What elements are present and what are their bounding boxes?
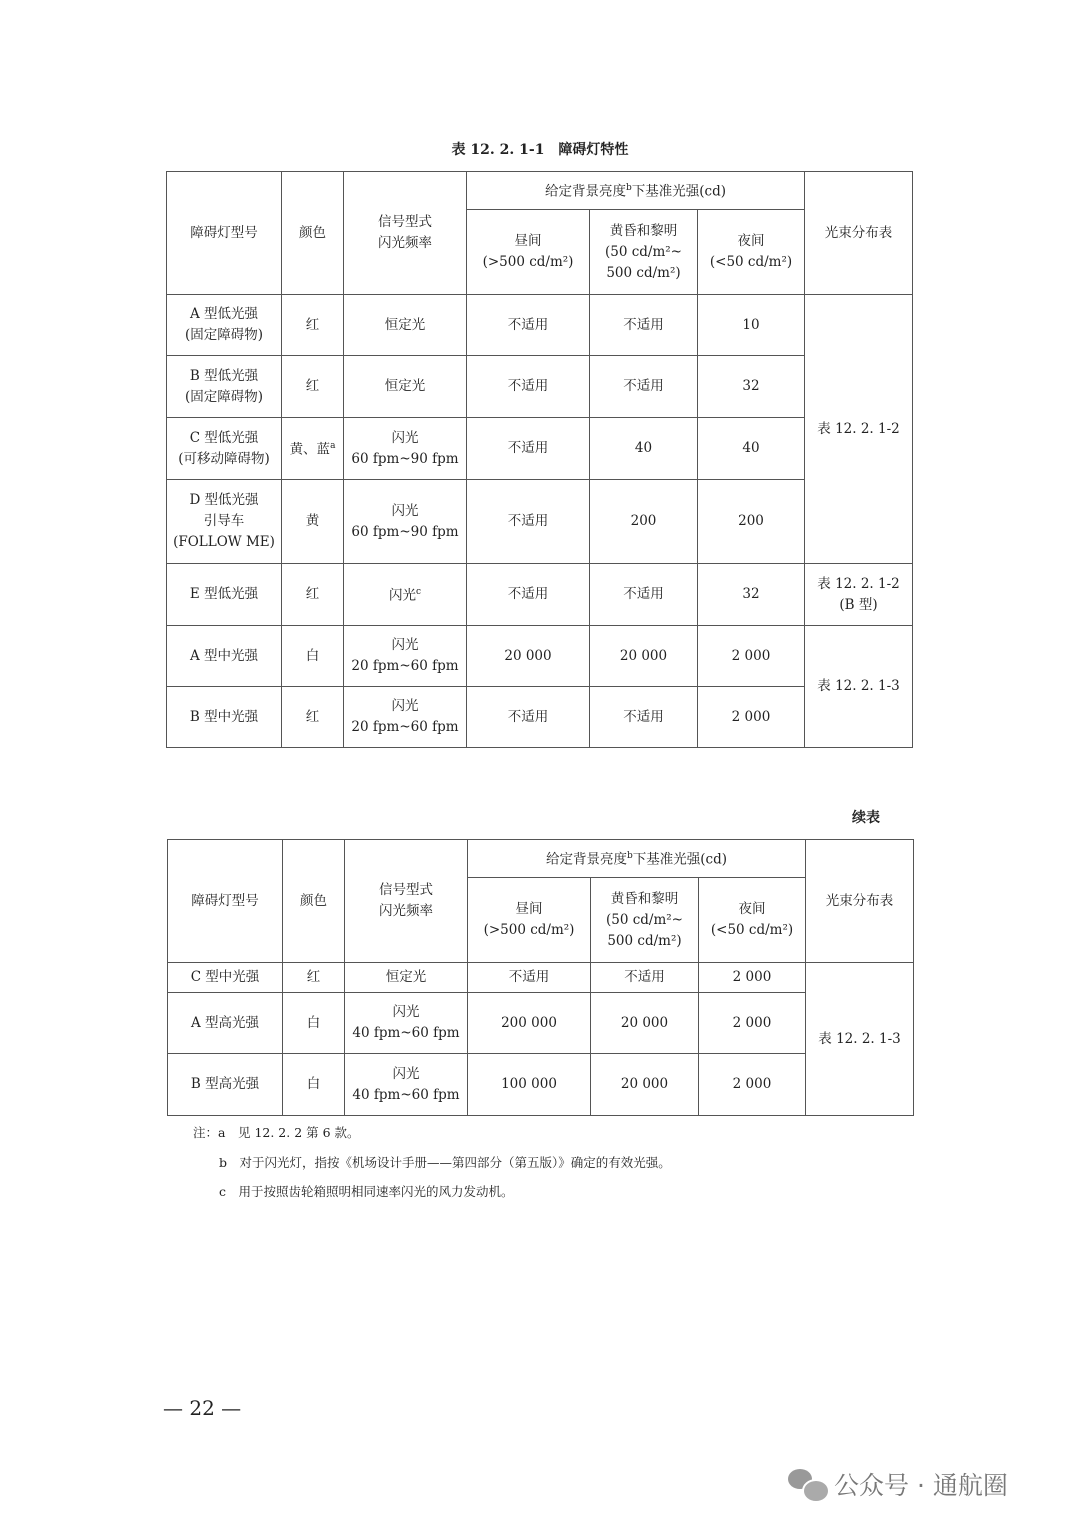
header-intensity bbox=[467, 172, 805, 210]
cell-twilight-text: 200 bbox=[630, 513, 657, 529]
table-row bbox=[167, 564, 913, 626]
cell-color-text: 黄 bbox=[305, 513, 320, 529]
table-caption: 表 12. 2. 1-1 障碍灯特性 bbox=[451, 142, 629, 158]
cell-day-text: 不适用 bbox=[507, 708, 549, 725]
cell-signal bbox=[344, 295, 467, 356]
cell-twilight bbox=[590, 480, 698, 564]
cell-type bbox=[167, 356, 282, 418]
header-row bbox=[167, 172, 913, 210]
cell-twilight-text: 20 000 bbox=[620, 1014, 669, 1031]
cell-beam-text: 表 12. 2. 1-2 (B 型) bbox=[817, 575, 900, 613]
header-type-text: 障碍灯型号 bbox=[190, 224, 258, 241]
cell-beam bbox=[805, 295, 913, 564]
cell-type bbox=[167, 687, 282, 748]
cell-signal-text: 恒定光 bbox=[385, 969, 427, 985]
header-beam-text: 光束分布表 bbox=[825, 892, 894, 909]
cell-type bbox=[168, 1054, 283, 1116]
header-twilight bbox=[591, 878, 699, 963]
cell-day bbox=[468, 993, 591, 1054]
cell-twilight bbox=[591, 993, 699, 1054]
cell-night bbox=[699, 1054, 806, 1116]
obstacle-light-table bbox=[166, 171, 913, 748]
cell-day-text: 不适用 bbox=[507, 378, 549, 394]
cell-twilight bbox=[591, 1054, 699, 1116]
cell-twilight bbox=[590, 418, 698, 480]
note-b: b 对于闪光灯，指按《机场设计手册——第四部分（第五版）》确定的有效光强。 bbox=[219, 1154, 671, 1170]
cell-color bbox=[282, 295, 344, 356]
cell-day-text: 20 000 bbox=[504, 647, 552, 664]
cell-type bbox=[168, 993, 283, 1054]
header-night-text: 夜间 (<50 cd/m²) bbox=[709, 233, 793, 270]
table-row bbox=[168, 963, 914, 993]
cell-day bbox=[467, 418, 590, 480]
cell-type-text: B 型中光强 bbox=[189, 708, 259, 725]
header-day-text: 昼间 (>500 cd/m²) bbox=[483, 901, 575, 938]
header-type bbox=[168, 840, 283, 963]
cell-signal-text: 闪光 bbox=[388, 587, 416, 604]
cell-day bbox=[467, 687, 590, 748]
watermark bbox=[788, 1466, 1008, 1502]
header-day bbox=[468, 878, 591, 963]
cell-day-text: 200 000 bbox=[501, 1014, 557, 1031]
header-twilight bbox=[590, 210, 698, 295]
table-row bbox=[167, 626, 913, 687]
cell-twilight-text: 20 000 bbox=[620, 1076, 669, 1092]
cell-night-text: 32 bbox=[742, 586, 760, 602]
cell-type bbox=[168, 963, 283, 993]
header-intensity-footnote-mark: b bbox=[626, 183, 632, 194]
cell-night bbox=[698, 480, 805, 564]
cell-color bbox=[282, 687, 344, 748]
header-color-text: 颜色 bbox=[300, 892, 327, 909]
cell-color bbox=[282, 564, 344, 626]
table-row bbox=[167, 687, 913, 748]
table-row bbox=[167, 356, 913, 418]
cell-signal-text: 恒定光 bbox=[384, 378, 426, 394]
cell-beam bbox=[805, 626, 913, 748]
header-color bbox=[282, 172, 344, 295]
cell-signal-text: 闪光 20 fpm~60 fpm bbox=[351, 698, 459, 735]
obstacle-light-table-continued bbox=[167, 839, 914, 1116]
wechat-icon bbox=[788, 1469, 826, 1499]
header-beam bbox=[806, 840, 914, 963]
cell-color bbox=[283, 963, 345, 993]
header-color-text: 颜色 bbox=[299, 224, 326, 241]
cell-type-text: A 型高光强 bbox=[190, 1014, 260, 1031]
cell-day bbox=[467, 356, 590, 418]
header-day-text: 昼间 (>500 cd/m²) bbox=[482, 233, 574, 270]
header-row bbox=[168, 840, 914, 878]
cell-night-text: 2 000 bbox=[731, 708, 771, 725]
cell-type bbox=[167, 480, 282, 564]
header-intensity-text: 给定背景亮度 bbox=[546, 851, 627, 868]
note-a: a 见 12. 2. 2 第 6 款。 bbox=[218, 1125, 360, 1140]
header-intensity-tail: 下基准光强(cd) bbox=[631, 183, 727, 200]
header-signal bbox=[345, 840, 468, 963]
cell-twilight-text: 不适用 bbox=[623, 316, 664, 333]
cell-signal bbox=[344, 687, 467, 748]
header-beam bbox=[805, 172, 913, 295]
cell-twilight-text: 40 bbox=[634, 440, 653, 456]
cell-color-footnote-mark: a bbox=[330, 441, 336, 452]
cell-type-text: D 型低光强 引导车 (FOLLOW ME) bbox=[173, 492, 275, 550]
cell-color-text: 红 bbox=[305, 316, 320, 333]
cell-type-text: B 型低光强 (固定障碍物) bbox=[184, 367, 264, 405]
cell-day-text: 不适用 bbox=[507, 316, 549, 333]
cell-color-text: 白 bbox=[306, 1014, 321, 1031]
page-number: — 22 — bbox=[163, 1396, 242, 1420]
cell-night bbox=[699, 963, 806, 993]
cell-signal bbox=[345, 993, 468, 1054]
cell-beam bbox=[806, 963, 914, 1116]
header-twilight-text: 黄昏和黎明 (50 cd/m²~ 500 cd/m²) bbox=[604, 222, 682, 281]
cell-type bbox=[167, 418, 282, 480]
cell-day bbox=[467, 480, 590, 564]
cell-color bbox=[282, 418, 344, 480]
table-notes bbox=[193, 1118, 671, 1207]
header-color bbox=[283, 840, 345, 963]
cell-twilight bbox=[590, 295, 698, 356]
cell-day-text: 不适用 bbox=[507, 440, 549, 456]
cell-day-text: 不适用 bbox=[507, 513, 549, 529]
cell-color-text: 红 bbox=[305, 708, 320, 725]
cell-night-text: 2 000 bbox=[732, 1014, 772, 1031]
cell-twilight-text: 不适用 bbox=[623, 378, 664, 394]
cell-color-text: 黄、蓝 bbox=[289, 441, 331, 458]
header-intensity-tail: 下基准光强(cd) bbox=[632, 851, 728, 868]
table-row bbox=[167, 480, 913, 564]
cell-night bbox=[698, 687, 805, 748]
cell-day bbox=[468, 963, 591, 993]
cell-twilight bbox=[590, 564, 698, 626]
cell-color bbox=[282, 356, 344, 418]
header-twilight-text: 黄昏和黎明 (50 cd/m²~ 500 cd/m²) bbox=[605, 890, 683, 949]
cell-type-text: A 型中光强 bbox=[189, 647, 259, 664]
cell-beam-text: 表 12. 2. 1-2 bbox=[817, 420, 900, 437]
cell-signal bbox=[344, 626, 467, 687]
cell-type bbox=[167, 295, 282, 356]
cell-beam-text: 表 12. 2. 1-3 bbox=[818, 1030, 901, 1047]
cell-twilight bbox=[591, 963, 699, 993]
cell-signal bbox=[344, 564, 467, 626]
header-signal-text: 信号型式 闪光频率 bbox=[378, 214, 432, 251]
header-signal-text: 信号型式 闪光频率 bbox=[379, 882, 433, 919]
cell-signal bbox=[345, 1054, 468, 1116]
table-row bbox=[167, 418, 913, 480]
header-type-text: 障碍灯型号 bbox=[191, 892, 259, 909]
cell-night bbox=[698, 295, 805, 356]
cell-color bbox=[282, 480, 344, 564]
cell-night-text: 2 000 bbox=[732, 1076, 772, 1092]
cell-signal bbox=[344, 480, 467, 564]
cell-type bbox=[167, 564, 282, 626]
cell-type-text: C 型低光强 (可移动障碍物) bbox=[178, 429, 270, 467]
cell-day-text: 100 000 bbox=[501, 1076, 557, 1092]
cell-twilight-text: 20 000 bbox=[619, 647, 668, 664]
table-row bbox=[167, 295, 913, 356]
cell-night-text: 200 bbox=[738, 513, 764, 529]
cell-day bbox=[467, 564, 590, 626]
cell-signal-text: 闪光 40 fpm~60 fpm bbox=[352, 1004, 460, 1041]
cell-beam bbox=[805, 564, 913, 626]
header-type bbox=[167, 172, 282, 295]
header-intensity-footnote-mark: b bbox=[627, 851, 633, 862]
cell-type-text: A 型低光强 (固定障碍物) bbox=[184, 306, 264, 343]
cell-day-text: 不适用 bbox=[507, 586, 549, 602]
header-night bbox=[698, 210, 805, 295]
notes-label: 注： bbox=[193, 1125, 219, 1140]
watermark-text: 公众号 · 通航圈 bbox=[834, 1471, 1008, 1500]
cell-day-text: 不适用 bbox=[508, 969, 550, 985]
cell-night-text: 2 000 bbox=[731, 647, 771, 664]
cell-color bbox=[283, 1054, 345, 1116]
header-beam-text: 光束分布表 bbox=[824, 224, 893, 241]
cell-signal-text: 恒定光 bbox=[384, 316, 426, 333]
header-night-text: 夜间 (<50 cd/m²) bbox=[710, 901, 794, 938]
cell-night-text: 10 bbox=[742, 316, 760, 333]
cell-day bbox=[467, 626, 590, 687]
cell-type-text: C 型中光强 bbox=[190, 969, 260, 985]
continued-label: 续表 bbox=[852, 810, 880, 826]
cell-beam-text: 表 12. 2. 1-3 bbox=[817, 678, 900, 694]
cell-night-text: 40 bbox=[742, 440, 760, 456]
cell-signal-text: 闪光 20 fpm~60 fpm bbox=[351, 637, 459, 674]
cell-night bbox=[698, 564, 805, 626]
cell-color-text: 红 bbox=[306, 969, 321, 985]
cell-twilight bbox=[590, 687, 698, 748]
cell-color-text: 白 bbox=[306, 1076, 321, 1092]
cell-twilight-text: 不适用 bbox=[623, 586, 664, 602]
cell-signal-text: 闪光 60 fpm~90 fpm bbox=[351, 502, 459, 540]
cell-type-text: E 型低光强 bbox=[189, 586, 259, 602]
cell-signal bbox=[345, 963, 468, 993]
cell-twilight bbox=[590, 356, 698, 418]
cell-color-text: 红 bbox=[305, 586, 320, 602]
header-signal bbox=[344, 172, 467, 295]
cell-signal-text: 闪光 60 fpm~90 fpm bbox=[351, 429, 459, 467]
cell-night-text: 2 000 bbox=[732, 969, 772, 985]
cell-color bbox=[282, 626, 344, 687]
cell-twilight bbox=[590, 626, 698, 687]
header-intensity-text: 给定背景亮度 bbox=[545, 183, 626, 200]
cell-night bbox=[698, 418, 805, 480]
cell-signal bbox=[344, 356, 467, 418]
cell-color-text: 红 bbox=[305, 378, 320, 394]
header-night bbox=[699, 878, 806, 963]
cell-type bbox=[167, 626, 282, 687]
cell-day bbox=[467, 295, 590, 356]
cell-twilight-text: 不适用 bbox=[623, 708, 664, 725]
cell-night bbox=[698, 356, 805, 418]
cell-type-text: B 型高光强 bbox=[190, 1076, 260, 1092]
note-c: c 用于按照齿轮箱照明相同速率闪光的风力发动机。 bbox=[219, 1184, 514, 1199]
cell-color bbox=[283, 993, 345, 1054]
cell-night bbox=[699, 993, 806, 1054]
table-row bbox=[168, 1054, 914, 1116]
cell-color-text: 白 bbox=[305, 647, 320, 664]
cell-night-text: 32 bbox=[742, 378, 760, 394]
cell-night bbox=[698, 626, 805, 687]
cell-signal-text: 闪光 40 fpm~60 fpm bbox=[352, 1065, 460, 1103]
cell-signal bbox=[344, 418, 467, 480]
header-intensity bbox=[468, 840, 806, 878]
cell-day bbox=[468, 1054, 591, 1116]
cell-twilight-text: 不适用 bbox=[624, 969, 665, 985]
header-day bbox=[467, 210, 590, 295]
table-row bbox=[168, 993, 914, 1054]
cell-signal-footnote-mark: c bbox=[415, 587, 422, 598]
